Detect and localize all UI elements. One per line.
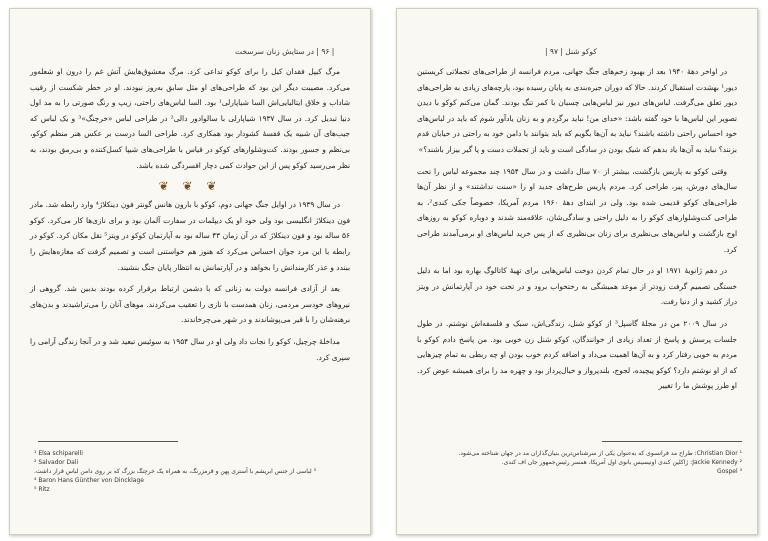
left-footnote-2: ² Salvador Dali (34, 459, 79, 466)
right-paragraph-3: در دهم ژانویهٔ ۱۹۷۱ او در حال تمام کردن دوخت لباس‌هایی برای تهیهٔ کاتالوگ بهاره بود اما به دلیل خستگی تصمیم گرفت زودتر از موعد همیشگی به رختخواب برود و در تخت خود در آپارتمانش در ویتز دراز کشید و از دنیا رفت. (417, 266, 737, 307)
left-page-header: | ۹۶ | در ستایش زنان سرسخت (235, 47, 335, 56)
right-footnote-1: ¹ Christian Dior: طراح مد فرانسوی که به‌عنوان یکی از سرشناس‌ترین بنیان‌گذاران مد در جهان شناخته می‌شود. (458, 450, 742, 457)
right-footnote-divider (602, 441, 742, 442)
left-footnote-divider (38, 441, 178, 442)
ornament-divider: ❦ ❦ ❦ (158, 179, 222, 194)
right-page (396, 8, 758, 535)
left-paragraph-3: بعد از آزادی فرانسه دولت به زنانی که با دشمن ارتباط برقرار کرده بودند بدبین شد. گروهی از نیروهای خودسر مردمی، زنان همدست با نازی را تعقیب می‌کردند. موهای آنان را می‌تراشیدند و بدن‌های برهنه‌شان را با قیر می‌پوشاندند و در شهر می‌چرخاندند. (30, 284, 350, 325)
right-page-body (417, 64, 737, 400)
right-footnotes (417, 449, 742, 476)
right-footnote-3: ³ Gospel (717, 468, 742, 475)
left-footnote-4: ⁴ Baron Hans Günther von Dincklage (34, 477, 144, 484)
right-paragraph-2: وقتی کوکو به پاریس بازگشت، بیشتر از ۷۰ سال داشت و در سال ۱۹۵۴ چند مجموعه لباس را تحت سال‌های دورش، پیر، طراحی کرد. مردم پاریس طرح‌های جدید او را «سنت نداشتند» و از نظر آن‌ها طراحی‌های کوکو قدیمی شده بود. ولی در ابتدای دههٔ ۱۹۶۰ مردم آمریکا، خصوصاً جکی کندی²، به طراحی کت‌وشلوارهای کوکو را به دلیل راحتی و سادگی‌شان، علاقه‌مند شدند و دوباره کوکو به روزهای اوج بازگشت و لباس‌های بی‌نظیری برای زنان بی‌نظیری که از پس خرید لباس‌های او برمی‌آمدند طراحی کرد. (417, 166, 738, 254)
right-paragraph-4: در سال ۲۰۰۹ من در مجلهٔ گاسپل³ از کوکو شنل، زندگی‌اش، سبک و فلسفه‌اش نوشتم. در طول جلسات پرسش و پاسخ از تعداد زیادی از خوانندگان، کوکو شنل زن خوبی بود. من پاسخ دادم کوکو با مردم به خوبی رفتار کرد و به آن‌ها اهمیت می‌داد و اضافه کردم خوب بودن او چه ربطی به تمام چیزهایی که از او نوشتم دارد؟ کوکو پیچیده، لجوج، بلندپرواز و خیال‌پرداز بود و چهره مد را برای همیشه عوض کرد. او طرز پوشش ما را تغییر (417, 318, 737, 391)
right-footnote-2: ² Jackie Kennedy: ژاکلین کندی اونیسیس بانوی اول آمریکا، همسر رئیس‌جمهور جان اف کندی. (501, 459, 742, 466)
left-paragraph-1: مرگ کیپل فقدان کیل را برای کوکو تداعی کرد. مرگ معشوق‌هایش آتش غم را درون او شعله‌ور می‌کرد. مصیبت دیگر این بود که طراحی‌های او مثل سابق به‌روز نبودند. او در خطر شکست از رقیب شاداب و خلاق ایتالیایی‌اش السا شیاپارلی¹ بود. السا لباس‌های راحتی، زیپ و رنگ صورتی را به مد اول دنیا تبدیل کرد. در سال ۱۹۳۷ شیاپارلی با سالوادور دالی² در طراحی لباس «خرچنگ»³ و یک لباس که جیب‌های آن شبیه یک قفسهٔ کشودار بود همکاری کرد. طراحی السا درست بر عکس هنر منظم کوکو، بی‌نظم و جسور بودند. کت‌وشلوارهای کوکو در قیاس با طراحی‌های شیپا کسل‌کننده و بی‌رمق بودند، به نظر می‌رسید کوکو پس از این حوادث کمی دچار افسردگی شده باشد. (30, 67, 351, 170)
left-footnote-3: ³ لباسی از جنس ابریشم با آستری پهن و قرمز‌رنگ، به همراه یک خرچنگ بزرگ که بر روی دامن لباس قرار داشت. (34, 468, 317, 475)
left-paragraph-4: مداخلهٔ چرچیل، کوکو را نجات داد ولی او در سال ۱۹۵۴ به سوئیس تبعید شد و در آنجا زندگی آرامی را سپری کرد. (30, 336, 350, 362)
left-footnote-1: ¹ Elsa schiparelli (34, 450, 83, 457)
left-page-body (30, 64, 350, 371)
left-paragraph-2: در سال ۱۹۳۹ در اوایل جنگ جهانی دوم، کوکو با بارون هانس گونتر فون دینکلاژ⁴ وارد رابطه شد. مادر فون دینکلاژ انگلیسی بود ولی خود او یک دیپلمات در سفارت آلمان بود و برای نازی‌ها کار می‌کرد. کوکو ۵۶ ساله بود و فون دینکلاژ که در آن زمان ۴۳ ساله بود به آپارتمان کوکو در ویتز⁵ نقل مکان کرد. کوکو در رابطه با این مرد جوان احساس می‌کرد که هنوز هم خواستنی است و تصمیم گرفت که مغازه‌هایش را ببندد و عذر کارمندانش را بخواهد و در آپارتمانش به انتظار پایان جنگ بنشیند. (30, 200, 350, 272)
left-footnote-5: ⁵ Ritz (34, 486, 50, 493)
left-footnotes (34, 449, 354, 494)
right-paragraph-1: در اواخر دههٔ ۱۹۴۰ بعد از بهبود زخم‌های جنگ جهانی، مردم فرانسه از طراحی‌های تجملاتی کریستین دیور¹ بهشدت استقبال کردند. حالا که دوران جیره‌بندی به پایان رسیده بود، پارچه‌های زیادی به طراحی‌های دیور تعلق می‌گرفت. لباس‌های دیور نیز لباس‌هایی چسبان با کمر تنگ بودند. گمان می‌کنم کوکو با دیدن تصویر این لباس‌ها با خود گفته باشد: «خدای من! نباید برگردم و به زنان یادآور شوم که باید در لباس‌های خود احساس راحتی داشته باشند؟ نباید به آن‌ها بگویم که باید بتوانند با دامن خود به راحتی در خیابان قدم بزنند؟ نباید به آن‌ها یاد بدهم که شیک بودن در سادگی است و باید از تجملات دست و پا گیر بیزار باشند؟» (417, 67, 737, 154)
right-page-header: کوکو شنل | ۹۷ | (545, 47, 597, 56)
left-page (9, 8, 371, 535)
